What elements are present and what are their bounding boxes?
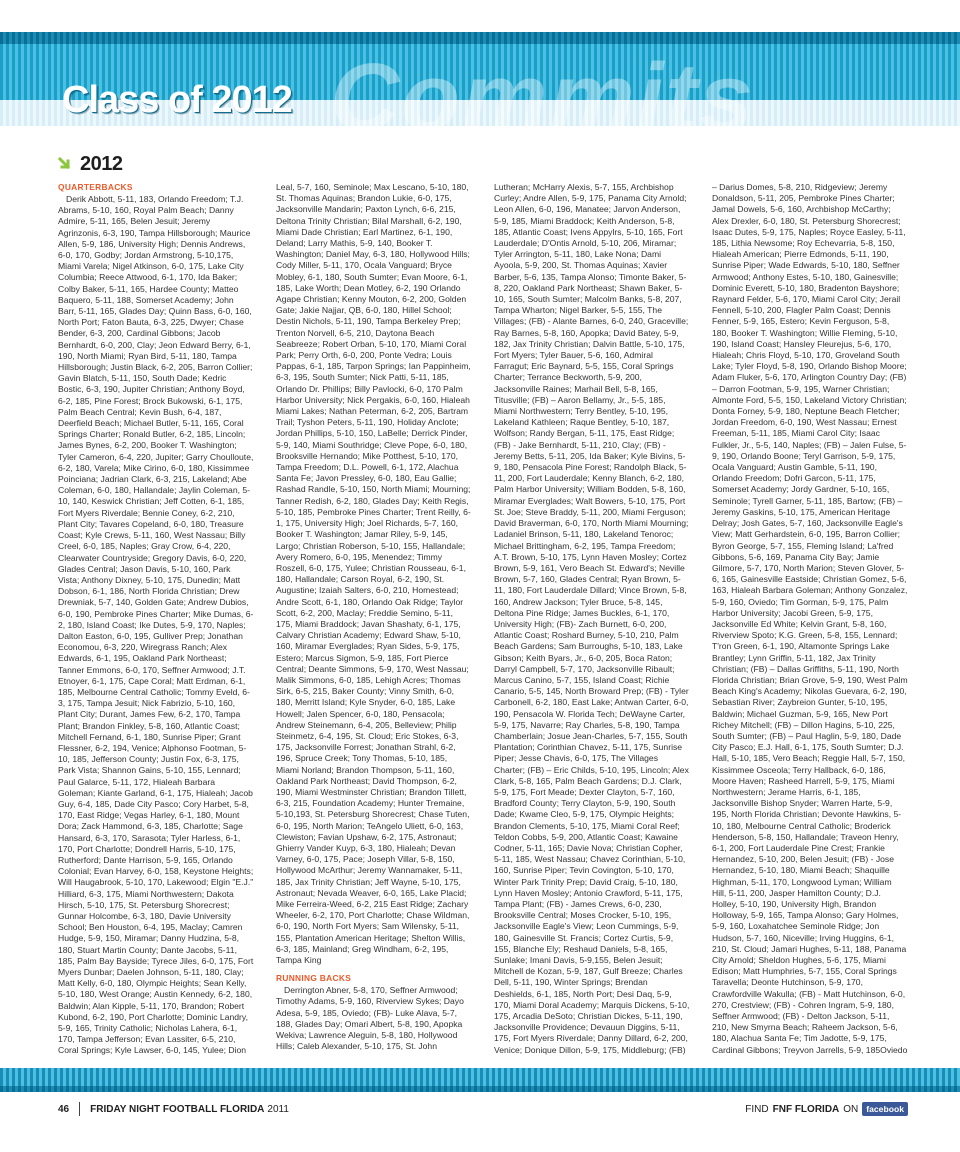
find-text: FIND	[745, 1103, 769, 1115]
banner-ghost-text: Commits	[330, 44, 755, 148]
bottom-stripe-dark	[0, 1086, 960, 1092]
publication-name: FRIDAY NIGHT FOOTBALL FLORIDA	[90, 1103, 265, 1115]
page-footer	[58, 1100, 908, 1118]
arrow-icon	[58, 157, 72, 171]
fnf-florida-text: FNF FLORIDA	[772, 1103, 840, 1115]
header-banner	[0, 32, 960, 148]
year-label: 2012	[80, 152, 123, 175]
running-backs-list-continued: – Darius Domes, 5-8, 210, Ridgeview; Jeremy Donaldson, 5-11, 205, Pembroke Pines Charter; Jamal Dowels, 5-6, 160, Archbishop McCarthy; Alex Drexler, 6-0, 180, St. Petersburg Shorecrest; Isaac Dutes, 5-9, 175, Naples; Royce Easley, 5-11, 185, Lithia Newsome; Roy Echevarria, 5-8, 150, Hialeah American; Pierre Edmonds, 5-11, 190, Sunrise Piper; Wade Edwards, 5-10, 180, Seffner Armwood; Anthony Estes, 5-10, 180, Gainesville; Dominic Everett, 5-10, 180, Bradenton Bayshore; Raynard Felder, 5-6, 170, Miami Carol City; Jerail Fennell, 5-10, 200, Flagler Palm Coast; Dennis Fenner, 5-9, 165, Estero; Kevin Ferguson, 5-8, 180, Booker T. Washington; Willie Fleming, 5-10, 190, Island Coast; Hansley Fleurejus, 5-6, 170, Hialeah; Chris Floyd, 5-10, 170, Groveland South Lake; Tyler Floyd, 5-8, 190, Orlando Bishop Moore; Adam Fluker, 5-6, 170, Arlington Country Day; (FB) – Darron Footman, 5-9, 195, Warner Christian; Almonte Ford, 5-5, 150, Lakeland Victory Christian; Donta Forney, 5-9, 180, Neptune Beach Fletcher; Jordan Freedom, 6-0, 190, West Nassau; Ernest Freeman, 5-11, 185, Miami Carol City; Isaac Fulkler, Jr., 5-5, 140, Naples; (FB) – Jalen Fulse, 5-9, 190, Orlando Boone; Teryl Garrison, 5-9, 175, Ocala Vanguard; Austin Gamble, 5-11, 190, Orlando Freedom; Dofri Garcon, 5-11, 175, Somerset Academy; Jordy Gardner, 5-10, 165, Seminole; Tyrell Garner, 5-11, 185, Bartow; (FB) – Jeremy Gaskins, 5-10, 175, American Heritage Delray; Josh Gates, 5-7, 160, Jacksonville Eagle's View; Matt Gerhardstein, 6-0, 195, Barron Collier; Byron George, 5-7, 155, Fleming Island; La'fred Gibbons, 5-6, 169, Panama City Bay; Jamie Gilmore, 5-7, 170, North Marion; Steven Glover, 5-6, 165, Gainesville Eastside; Christian Gomez, 5-6, 163, Hialeah Barbara Goleman; Anthony Gonzalez, 5-9, 160, Oviedo; Tim Gorman, 5-9, 175, Palm Harbor University; Jacobi Green, 5-9, 175, Jacksonville Ed White; Kelvin Grant, 5-8, 160, Riverview Spoto; K.G. Green, 5-8, 155, Lennard; T'ron Green, 6-1, 190, Altamonte Springs Lake Brantley; Lynn Griffin, 5-11, 182, Jax Trinity Christian; (FB) – Dallas Griffiths, 5-11, 190, North Florida Christian; Brian Grove, 5-9, 190, West Palm Beach King's Academy; Nikolas Guevara, 6-2, 190, Sebastian River; Zaybreion Gunter, 5-10, 195, Baldwin; Michael Guzman, 5-9, 165, New Port Richey Mitchell; (FB) – Dillon Hagins, 5-10, 225, South Sumter; (FB) – Paul Haglin, 5-9, 180, Dade City Pasco; E.J. Hall, 6-1, 175, South Sumter; D.J. Hall, 5-10, 185, Vero Beach; Reggie Hall, 5-7, 150, Kissimmee Osceola; Terry Hallback, 6-0, 186, Moore Haven; Rasheed Harrell, 5-9, 175, Miami Northwestern; Jerame Harris, 6-1, 185, Jacksonville Bishop Snyder; Warren Harte, 5-9, 195, North Florida Christian; Devonte Hawkins, 5-10, 180, Melbourne Central Catholic; Broderick Henderson, 5-8, 150, Hallandale; Traveon Henry, 6-1, 200, Fort Lauderdale Pine Crest; Frankie Hernandez, 5-10, 200, Belen Jesuit; (FB) - Jose Hernandez, 5-10, 180, Miami Beach; Shaquille Highman, 5-11, 170, Longwood Lyman; William Hill, 5-11, 200, Jasper Hamilton County; D.J. Holley, 5-10, 190, University High, Brandon Holloway, 5-9, 165, Tampa Alonso; Gary Holmes, 5-9, 160, Loxahatchee Seminole Ridge; Jon Hudson, 5-7, 160, Niceville; Irving Huggins, 6-1, 210, St. Cloud; Jamari Hughes, 5-11, 188, Panama City Arnold; Sheldon Hughes, 5-6, 175, Miami Edison; Matt Humphries, 5-7, 155, Coral Springs Taravella; Deonte Hutchinson, 5-9, 170, Crawfordville Wakulla; (FB) - Matt Hutchinson, 6-0, 270, Crestview; (FB) - Cohren Ingram, 5-9, 180, Seffner Armwood; (FB) - Delton Jackson, 5-11, 210, New Smyrna Beach; Raheem Jackson, 5-6, 180, Alachua Santa Fe; Tim Jadotte, 5-9, 175, Cardinal Gibbons; Treyvon Jarrells, 5-9, 185Oviedo	[712, 182, 908, 1055]
year-heading	[58, 152, 123, 176]
publication-year: 2011	[267, 1103, 289, 1115]
column-2	[276, 182, 472, 1062]
page-number: 46	[58, 1103, 70, 1115]
running-backs-list-continued: Lutheran; McHarry Alexis, 5-7, 155, Archbishop Curley; Andre Allen, 5-9, 175, Panama City Arnold; Leon Allen, 6-0, 196, Manatee; Jarvon Anderson, 5-9, 185, Miami Braddock; Keith Anderson, 5-8, 185, Atlantic Coast; Ivens Appylrs, 5-10, 165, Fort Lauderdale; D'Ontis Arnold, 5-10, 206, Miramar; Tyler Arrington, 5-11, 180, Lake Nona; Dami Ayoola, 5-9, 200, St. Thomas Aquinas; Xavier Barber, 5-6, 135, Tampa Alonso; Timonte Baker, 5-8, 220, Oakland Park Northeast; Shawn Baker, 5-10, 165, South Sumter; Malcolm Banks, 5-8, 207, Tampa Wharton; Nigel Barker, 5-5, 155, The Villages; (FB) - Alante Barnes, 6-0, 240, Graceville; Ray Barnes, 5-8, 160, Apopka; David Batey, 5-9, 182, Jax Trinity Christian; Dalvin Battle, 5-10, 175, Fort Myers; Tyler Bauer, 5-6, 160, Admiral Farragut; Eric Baynard, 5-5, 155, Coral Springs Charter; Terrance Beckworth, 5-9, 200, Jacksonville Raines; Marhail Bell, 5-8, 165, Titusville; (FB) – Aaron Bellamy, Jr., 5-5, 185, Miami Northwestern; Terry Bentley, 5-10, 195, Lakeland Kathleen; Raque Bentley, 5-10, 187, Wolfson; Randy Bergan, 5-11, 175, East Ridge; (FB) - Jake Bernhardt, 5-11, 210, Clay; (FB) - Jeremy Betts, 5-11, 205, Ida Baker; Kyle Bivins, 5-9, 180, Pensacola Pine Forest; Randolph Black, 5-11, 200, Fort Lauderdale; Kenny Blanch, 6-2, 180, Palm Harbor University; William Bodden, 5-8, 160, Miramar Everglades; Walt Bowers, 5-10, 175, Port St. Joe; Steve Braddy, 5-11, 200, Miami Ferguson; David Braverman, 6-0, 170, North Miami Mourning; Ladaniel Brinson, 5-11, 180, Lakeland Tenoroc; Michael Brittingham, 6-2, 195, Tampa Freedom; A.T. Brown, 5-10, 175, Lynn Haven Mosley; Cortez Brown, 5-9, 161, Vero Beach St. Edward's; Neville Brown, 5-7, 160, Glades Central; Ryan Brown, 5-11, 180, Fort Lauderdale Dillard; Vince Brown, 5-8, 160, Andrew Jackson; Tyler Bruce, 5-8, 145, Deltona Pine Ridge; James Buckles, 6-1, 170, University High; (FB)- Zach Burnett, 6-0, 200, Atlantic Coast; Roshard Burney, 5-10, 210, Palm Beach Gardens; Sam Burroughs, 5-10, 183, Lake Gibson; Keith Byars, Jr., 6-0, 205, Boca Raton; Darryl Campbell, 5-7, 170, Jacksonville Ribault; Marcus Canino, 5-7, 155, Island Coast; Richie Canario, 5-5, 145, North Broward Prep; (FB) - Tyler Carbonell, 6-2, 180, East Lake; Antwan Carter, 6-0, 190, Pensacola W. Florida Tech; DeWayne Carter, 5-9, 175, Navarre; Ray Charles, 5-8, 190, Tampa Chamberlain; Josue Jean-Charles, 5-7, 155, South Plantation; Corinthian Chavez, 5-11, 175, Sunrise Piper; Jesse Chavis, 6-0, 175, The Villages Charter; (FB) – Eric Childs, 5-10, 195, Lincoln; Alex Clark, 5-8, 165, Palm Beach Gardens; D.J. Clark, 5-9, 175, Fort Meade; Dexter Clayton, 5-7, 160, Bradford County; Terry Clayton, 5-9, 190, South Dade; Kwame Cleo, 5-9, 175, Olympic Heights; Brandon Clements, 5-10, 175, Miami Coral Reef; Teldon Cobbs, 5-9, 200, Atlantic Coast; Kawaine Codner, 5-11, 165; Davie Nova; Christian Copher, 5-11, 185, West Nassau; Chavez Corinthian, 5-10, 160, Sunrise Piper; Tevin Covington, 5-10, 170, Winter Park Trinity Prep; David Craig, 5-10, 180, Lynn Haven Mosley; Antonio Crawford, 5-11, 175, Tampa Plant; (FB) - James Crews, 6-0, 230, Brooksville Central; Moses Crocker, 5-10, 195, Jacksonville Eagle's View; Leon Cummings, 5-9, 180, Gainesville St. Francis; Cortez Curtis, 5-9, 155, Blanche Ely; Reshaud Daniels, 5-8, 165, Sunlake; Imani Davis, 5-9,155, Belen Jesuit; Mitchell de Kozan, 5-9, 187, Gulf Breeze; Charles Dell, 5-11, 190, Winter Springs; Brendan Deshields, 6-1, 185, North Port; Desi Daq, 5-9, 170, Miami Doral Academy; Marquis Dickens, 5-10, 175, Arcadia DeSoto; Christian Dickes, 5-11, 190, Jacksonville Providence; Devauun Diggins, 5-11, 175, Fort Myers Riverdale; Danny Dillard, 6-2, 200, Venice; Donique Dillon, 5-9, 175, Middleburg; (FB)	[494, 182, 690, 1055]
social-callout	[745, 1102, 908, 1116]
section-heading-running-backs: RUNNING BACKS	[276, 973, 352, 984]
facebook-badge[interactable]: facebook	[862, 1102, 908, 1116]
column-1	[58, 182, 254, 1062]
page-title: Class of 2012	[62, 79, 292, 121]
column-3	[494, 182, 690, 1062]
bottom-stripe	[0, 1068, 960, 1092]
running-backs-list: Derrington Abner, 5-8, 170, Seffner Armwood; Timothy Adams, 5-9, 160, Riverview Sykes; Dayo Adesa, 5-9, 185, Oviedo; (FB)- Luke Alava, 5-7, 188, Glades Day; Omari Albert, 5-8, 190, Apopka Wekiva; Lawrence Aleguin, 5-8, 180, Hollywood Hills; Caleb Alexander, 5-10, 175, St. John	[276, 985, 464, 1052]
section-heading-quarterbacks: QUARTERBACKS	[58, 182, 133, 192]
banner-dark-stripe	[0, 32, 960, 44]
roster-columns	[58, 182, 908, 1062]
footer-divider	[79, 1102, 80, 1116]
quarterbacks-list: Derik Abbott, 5-11, 183, Orlando Freedom; T.J. Abrams, 5-10, 160, Royal Palm Beach; Danny Admire, 5-11, 165, Belen Jesuit; Jeremy Agrinzonis, 6-3, 190, Tampa Hillsborough; Maurice Allen, 5-9, 186, University High; Dennis Andrews, 6-0, 170, Godby; Jordan Armstrong, 5-10,175, Miami Varela; Nigel Atkinson, 6-0, 175, Lake City Columbia; Reece Attwood, 6-1, 170, Ida Baker; Colby Baker, 5-11, 165, Hardee County; Matteo Baquero, 5-11, 188, Somerset Academy; John Barr, 5-11, 165, Glades Day; Quinn Bass, 6-0, 160, North Port; Faton Bauta, 6-3, 225, Dwyer; Chase Bender, 6-3, 200, Cardinal Gibbons; Jacob Bernhardt, 6-0, 200, Clay; Jeon Edward Berry, 6-1, 190, North Miami; Ryan Bird, 5-11, 180, Tampa Hillsborough; Justin Black, 6-2, 205, Barron Collier; Gavin Blatch, 5-11, 150, South Dade; Kedric Bostic, 6-3, 190, Jupiter Christian; Anthony Boyd, 6-2, 185, Pine Forest; Brock Bukowski, 6-1, 175, Palm Beach Central; Kevin Bush, 6-4, 187, Deerfield Beach; Michael Butler, 5-11, 165, Coral Springs Charter; Ronald Butler, 6-2, 185, Lincoln; James Bynes, 6-2, 200, Booker T. Washington; Tyler Cameron, 6-4, 220, Jupiter; Garry Choulloute, 6-2, 180, Varela; Mike Cirino, 6-0, 180, Kissimmee Poinciana; Jadrian Clark, 6-3, 215, Lakeland; Abe Coleman, 6-0, 180, Hallandale; Jaylin Coleman, 5-10, 140, Keswick Christian; Jeff Cotten, 6-1, 185, Fort Myers Riverdale; Bennie Coney, 6-2, 210, Plant City; Tavares Copeland, 6-0, 180, Treasure Coast; Kyle Crews, 5-11, 160, West Nassau; Billy Creel, 6-0, 185, Naples; Gray Crow, 6-4, 220, Clearwater Countryside; Gregory Davis, 6-0, 220, Glades Central; Jason Davis, 5-10, 160, Park Vista; Anthony Dixney, 5-10, 175, Dunedin; Matt Dobson, 6-1, 186, North Florida Christian; Drew Drewniak, 5-7, 140, Golden Gate; Andrew Dubios, 6-0, 190, Pembroke Pines Charter; Mike Dumas, 6-2, 180, Island Coast; Ike Dutes, 5-9, 170, Naples; Dalton Easton, 6-0, 195, Gulliver Prep; Jonathan Economou, 6-3, 220, Wiregrass Ranch; Alex Edwards, 6-1, 195, Oakland Park Northeast; Tanner Emmons, 6-0, 170, Seffner Armwood; J.T. Etnoyer, 6-1, 175, Cape Coral; Matt Erdman, 6-1, 185, Melbourne Central Catholic; Tommy Eveld, 6-3, 175, Tampa Jesuit; Nick Fabrizio, 5-10, 160, Plant City; Durant, James Few, 6-2, 170, Tampa Plant; Brandon Finkley, 5-8, 160, Atlantic Coast; Mitchell Fernand, 6-1, 180, Sunrise Piper; Grant Flessner, 6-2, 194, Venice; Alphonso Footman, 5-10, 185, Jefferson County; Justin Fox, 6-3, 175, Park Vista; Shannon Gains, 5-10, 155, Lennard; Paul Galarce, 5-11, 172, Hialeah Barbara Goleman; Kiante Garland, 6-1, 175, Hialeah; Jacob Guy, 6-4, 185, Dade City Pasco; Cory Harbet, 5-8, 170, East Ridge; Vegas Harley, 6-1, 180, Mount Dora; Zack Hammond, 6-3, 185, Charlotte; Sage Hansard, 6-3, 170, Sarasota; Tyler Harless, 6-1, 170, Port Charlotte; Dondrell Harris, 5-10, 175, Rutherford; Dante Harrison, 5-9, 165, Orlando Colonial; Evan Harvey, 6-0, 158, Keystone Heights; Will Haugabrook, 5-10, 170, Lakewood; Elgin "E.J." Hilliard, 6-3, 175, Miami Northwestern; Dakota Hirsch, 5-10, 175, St. Petersburg Shorecrest; Gunnar Holcombe, 6-3, 180, Davie University School; Ben Houston, 6-4, 195, Maclay; Camren Hudge, 5-9, 150, Miramar; Danny Hudzina, 5-8, 180, Stuart Martin County; Dante Jacobs, 5-11, 185, Palm Bay Bayside; Tyrece Jiles, 6-0, 175, Fort Myers Dunbar; Daelen Johnson, 5-11, 180, Clay; Matt Kelly, 6-0, 180, Olympic Heights; Sean Kelly, 5-10, 180, West Orange; Austin Kennedy, 6-2, 180, Baldwin; Alan Kipple, 5-11, 170, Brandon; Robert Kubond, 6-2, 190, Port Charlotte; Dominic Landry, 5-9, 165, Trinity Catholic; Nicholas Lahera, 6-1, 170, Tampa Jefferson; Evan Lassiter, 6-5, 210, Coral Springs; Kyle Lawser, 6-0, 145, Yulee; Dion	[58, 194, 254, 1056]
on-text: ON	[843, 1103, 859, 1115]
quarterbacks-list-continued: Leal, 5-7, 160, Seminole; Max Lescano, 5-10, 180, St. Thomas Aquinas; Brandon Lukie, 6-0, 175, Jacksonville Mandarin; Paxton Lynch, 6-6, 215, Deltona Trinity Christian; Bilal Marshall, 6-2, 190, Miami Dade Christian; Earl Martinez, 6-1, 190, Deland; Larry Mathis, 5-9, 140, Booker T. Washington; Daniel May, 6-3, 180, Hollywood Hills; Cody Miller, 5-11, 170, Ocala Vanguard; Bryce Mobley, 6-1, 180, South Sumter; Evan Moore, 6-1, 185, Lake Worth; Dean Motley, 6-2, 190 Orlando Agape Christian; Kenny Mouton, 6-2, 200, Golden Gate; Jakie Najjar, QB, 6-0, 180, Hillel School; Destin Nichols, 5-11, 190, Tampa Berkeley Prep; Trenton Norvell, 6-5, 210, Daytona Beach Seabreeze; Robert Orban, 5-10, 170, Miami Coral Park; Perry Orth, 6-0, 200, Ponte Vedra; Louis Pappas, 6-1, 185, Tarpon Springs; Ian Pappinheim, 6-3, 195, South Sumter; Nick Patti, 5-11, 185, Orlando Dr. Phillips; Billy Pavlocki, 6-0, 170 Palm Harbor University; Nick Pergakis, 6-0, 160, Hialeah Miami Lakes; Nathan Peterman, 6-2, 205, Bartram Trail; Tyshon Peters, 5-11, 190, Holiday Anclote; Jordan Phillips, 5-10, 150, LaBelle; Derrick Pinder, 5-9, 140, Miami Southridge; Cleve Pope, 6-0, 180, Brooksville Hernando; Mike Potthest, 5-10, 170, Tampa Freedom; D.L. Powell, 6-1, 172, Alachua Santa Fe; Javon Pressley, 6-0, 180, Eau Gallie; Rashad Randle, 5-10, 150, North Miami; Mourning; Tanner Redish, 6-2, 180, Glades Day; Keith Regis, 5-10, 185, Pembroke Pines Charter; Trent Reilly, 6-1, 175, University High; Joel Richards, 5-7, 160, Booker T. Washington; Jamar Riley, 5-9, 145, Largo; Christian Roberson, 5-10, 155, Hallandale; Avery Romero, 6-0, 195, Menendez; Timmy Roszell, 6-0, 175, Yulee; Christian Rousseau, 6-1, 180, Hallandale; Carson Royal, 6-2, 190, St. Augustine; Izaiah Salters, 6-0, 210, Homestead; Andre Scott, 6-1, 180, Orlando Oak Ridge; Taylor Scott, 6-2, 200, Maclay; Freddie Semino, 5-11, 175, Miami Braddock; Javan Shashaty, 6-1, 175, Calvary Christian Academy; Edward Shaw, 5-10, 160, Miramar Everglades; Ryan Sides, 5-9, 175, Estero; Marcus Sigmon, 5-9, 185, Fort Pierce Central; Deante Simmons, 5-9, 170, West Nassau; Malik Simmons, 6-0, 185, Lehigh Acres; Thomas Sirk, 6-5, 215, Baker County; Vinny Smith, 6-0, 180, Merritt Island; Kyle Snyder, 6-0, 185, Lake Howell; Jalen Spencer, 6-0, 180, Pensacola; Andrew Steinemann, 6-4, 205, Belleview; Philip Steinmetz, 6-4, 195, St. Cloud; Eric Stokes, 6-3, 175, Jacksonville Forrest; Jonathan Strahl, 6-2, 196, Spruce Creek; Tony Thomas, 5-10, 185, Miami Norland; Brandon Thompson, 5-11, 160, Oakland Park Northeast; David Thompson, 6-2, 190, Miami Westminster Christian; Brandon Tillett, 6-3, 215, Foundation Academy; Hunter Tremaine, 5-10,193, St. Petersburg Shorecrest; Chase Tuten, 6-0, 195, North Marion; TeAngelo Uliett, 6-0, 163, Clewiston; Favian Upshaw, 6-2, 175, Astronaut; Ghierry Vander Kuyp, 6-3, 180, Hialeah; Devan Varney, 6-0, 175, Pace; Joseph Villar, 5-8, 150, Hollywood McArthur; Jeremy Wannamaker, 5-11, 185, Jax Trinity Christian; Jeff Wayne, 5-10, 175, Astronaut; Nevada Weaver, 6-0, 165, Lake Placid; Mike Ferreira-Weed, 6-2, 215 East Ridge; Zachary Wheeler, 6-2, 170, Port Charlotte; Chase Wildman, 6-0, 190, North Fort Myers; Sam Wilensky, 5-11, 155, Plantation American Heritage; Shelton Willis, 6-3, 185, Mainland; Greg Windham, 6-2, 195, Tampa King	[276, 182, 471, 966]
column-4	[712, 182, 908, 1062]
